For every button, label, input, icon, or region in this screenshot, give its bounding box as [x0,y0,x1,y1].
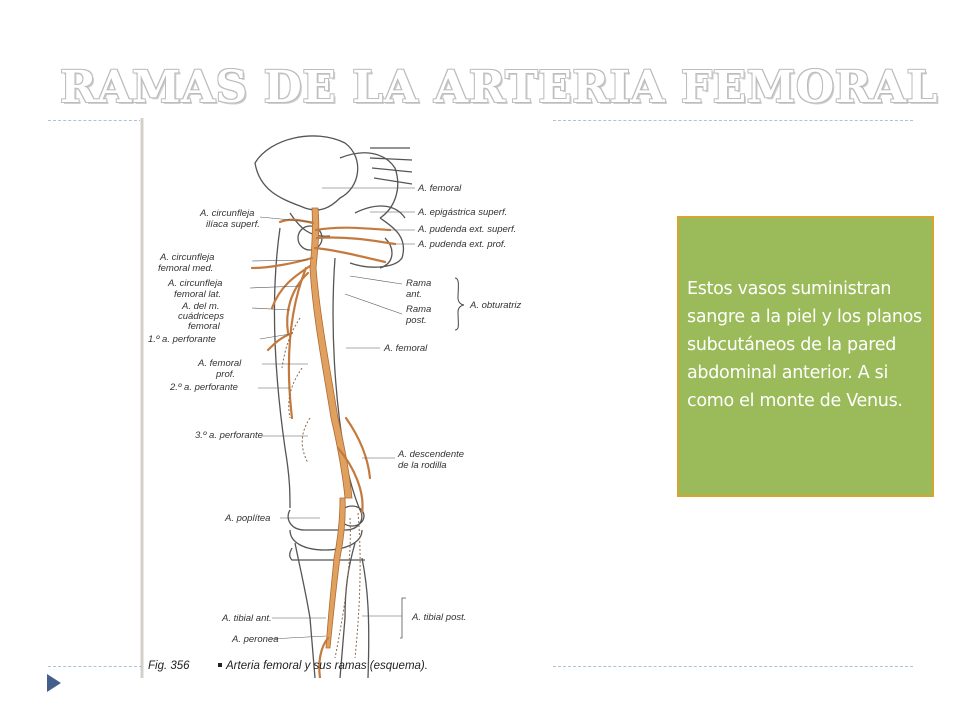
svg-text:Rama [406,304,431,315]
label-desc-rodilla-2: de la rodilla [398,460,447,471]
svg-text:A. femoral [417,183,462,194]
figure-caption-text: Arteria femoral y sus ramas (esquema). [226,660,428,672]
label-circ-fem-med: A. circunfleja [160,252,215,263]
label-obturatriz: A. obturatriz [470,300,522,311]
label-perforante-3: 3.º a. perforante [195,430,263,441]
label-circ-iliaca-2: ilíaca superf. [206,219,260,230]
femoral-artery-diagram [140,118,550,678]
caption-bullet [218,663,222,667]
figure-caption-number: Fig. 356 [148,660,190,672]
label-pudenda-prof: A. pudenda ext. prof. [418,239,507,250]
bottom-right-divider [553,666,913,667]
label-musc-cuad-3: femoral [188,321,220,332]
slide-title: RAMAS DE LA ARTERIA FEMORAL [60,62,938,113]
svg-text:A. poplítea [224,513,270,524]
svg-text:ilíaca superf. [206,219,260,230]
svg-text:A. tibial post. [411,612,466,623]
label-perforante-2: 2.º a. perforante [170,382,238,393]
label-femoral-top: A. femoral [418,183,462,194]
label-circ-iliaca: A. circunfleja [200,208,255,219]
svg-text:Fig. 356 [148,660,190,672]
svg-text:A. circunfleja [199,208,254,219]
slide-bullet-arrow-icon [47,674,61,692]
label-circ-fem-lat-2: femoral lat. [174,289,221,300]
label-circ-fem-med-2: femoral med. [158,263,214,274]
bottom-left-divider [48,666,142,667]
label-pudenda-superf: A. pudenda ext. superf. [418,224,517,235]
label-peronea: A. peronea [232,634,279,645]
svg-text:3.º a. perforante [195,430,263,441]
svg-text:A. descendente [397,449,464,460]
label-femoral-prof: A. femoral [198,358,242,369]
svg-text:A. circunfleja [167,278,222,289]
label-poplitea: A. poplítea [225,513,271,524]
svg-text:A. obturatriz [469,300,521,311]
svg-text:post. [405,315,427,326]
svg-text:A. peronea [231,634,278,645]
svg-text:ant. [406,289,422,300]
label-musc-cuad: A. del m. [182,301,220,312]
svg-text:A. epigástrica superf. [417,207,507,218]
svg-text:A. circunfleja [159,252,214,263]
svg-text:Rama [406,278,431,289]
svg-text:2.º a. perforante [169,382,238,393]
label-desc-rodilla: A. descendente [398,449,465,460]
label-musc-cuad-2: cuádriceps [178,311,224,322]
info-textbox [677,216,934,497]
label-femoral-prof-2: prof. [216,369,236,380]
label-perforante-1: 1.º a. perforante [148,334,216,345]
label-tibial-ant: A. tibial ant. [222,613,272,624]
svg-text:A. pudenda ext. prof. [417,239,506,250]
svg-text:1.º a. perforante [148,334,216,345]
top-right-divider [553,120,913,121]
label-rama-ant-2: ant. [406,289,422,300]
label-rama-post-2: post. [406,315,427,326]
label-femoral-mid: A. femoral [384,343,428,354]
label-tibial-post: A. tibial post. [412,612,467,623]
label-rama-ant: Rama [406,278,432,289]
label-rama-post: Rama [406,304,432,315]
svg-text:de la rodilla [398,460,447,471]
top-left-divider [48,120,142,121]
svg-text:prof. [215,369,235,380]
label-circ-fem-lat: A. circunfleja [168,278,223,289]
svg-text:A. pudenda ext. superf. [417,224,516,235]
svg-text:femoral [188,321,221,332]
svg-text:A. tibial ant. [221,613,272,624]
svg-text:femoral lat. [174,289,221,300]
svg-text:femoral med. [158,263,213,274]
svg-text:Arteria femoral y sus ramas (e [225,660,428,672]
svg-text:A. femoral [197,358,242,369]
info-text: Estos vasos suministran sangre a la piel y los planos subcutáneos de la pared abdominal anterior. A si como el monte de Venus. [687,279,922,411]
label-epigastrica: A. epigástrica superf. [418,207,508,218]
svg-text:A. femoral [383,343,428,354]
